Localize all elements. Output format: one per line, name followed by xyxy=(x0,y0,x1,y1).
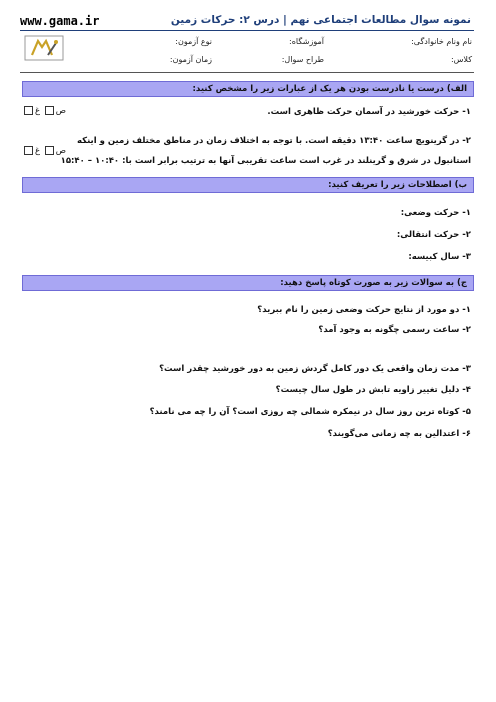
true-label: ص xyxy=(55,146,67,156)
short-answer-item: ۶- اعتدالین به چه زمانی می‌گویند؟ xyxy=(327,429,471,439)
true-false-a1 xyxy=(22,106,66,116)
info-divider xyxy=(20,72,474,73)
short-answer-item: ۴- دلیل تغییر زاویه تابش در طول سال چیست؟ xyxy=(275,385,471,395)
student-info-block xyxy=(20,33,474,65)
question-a2-line2: استانبول در شرق و گرینلند در غرب است ساعت تقریبی آنها به ترتیب برابر است با: ۱۰:۴۰ – ۱۵:۴۰ xyxy=(60,156,471,166)
false-checkbox[interactable] xyxy=(24,106,33,115)
section-b-heading: ب) اصطلاحات زیر را تعریف کنید: xyxy=(22,177,474,193)
exam-time-field: زمان آزمون: xyxy=(169,55,212,64)
section-c-heading: ج) به سوالات زیر به صورت کوتاه پاسخ دهید: xyxy=(22,275,474,291)
term-item: ۲- حرکت انتقالی: xyxy=(396,230,471,240)
false-checkbox[interactable] xyxy=(24,146,33,155)
name-field: نام ونام خانوادگی: xyxy=(411,37,472,46)
class-field: کلاس: xyxy=(450,55,472,64)
question-a2-line1: ۲- در گرینویچ ساعت ۱۳:۴۰ دقیقه است. با توجه به اختلاف زمان در مناطق مختلف زمین و اینکه xyxy=(76,136,471,146)
short-answer-item: ۱- دو مورد از نتایج حرکت وضعی زمین را نام ببرید؟ xyxy=(257,305,471,315)
true-label: ص xyxy=(55,106,67,116)
short-answer-item: ۲- ساعت رسمی چگونه به وجود آمد؟ xyxy=(318,325,471,335)
section-a-heading: الف) درست یا نادرست بودن هر یک از عبارات زیر را مشخص کنید: xyxy=(22,81,474,97)
true-false-a2 xyxy=(22,146,66,156)
term-item: ۱- حرکت وضعی: xyxy=(400,208,471,218)
question-a1: ۱- حرکت خورشید در آسمان حرکت ظاهری است. xyxy=(267,107,471,117)
document-title: نمونه سوال مطالعات اجتماعی نهم | درس ۲: حرکات زمین xyxy=(170,14,471,26)
short-answer-item: ۵- کوتاه ترین روز سال در نیمکره شمالی چه روزی است؟ آن را چه می نامند؟ xyxy=(149,407,471,417)
false-label: غ xyxy=(35,106,41,116)
false-label: غ xyxy=(35,146,41,156)
school-field: آموزشگاه: xyxy=(289,37,324,46)
site-url[interactable]: www.gama.ir xyxy=(20,14,100,28)
exam-type-field: نوع آزمون: xyxy=(175,37,212,46)
true-checkbox[interactable] xyxy=(45,146,54,155)
term-item: ۳- سال کبیسه: xyxy=(408,252,471,262)
short-answer-item: ۳- مدت زمان واقعی یک دور کامل گردش زمین به دور خورشید چقدر است؟ xyxy=(159,364,471,374)
gama-logo-icon xyxy=(24,35,64,61)
header-divider xyxy=(20,30,474,31)
designer-field: طراح سوال: xyxy=(281,55,324,64)
true-checkbox[interactable] xyxy=(45,106,54,115)
